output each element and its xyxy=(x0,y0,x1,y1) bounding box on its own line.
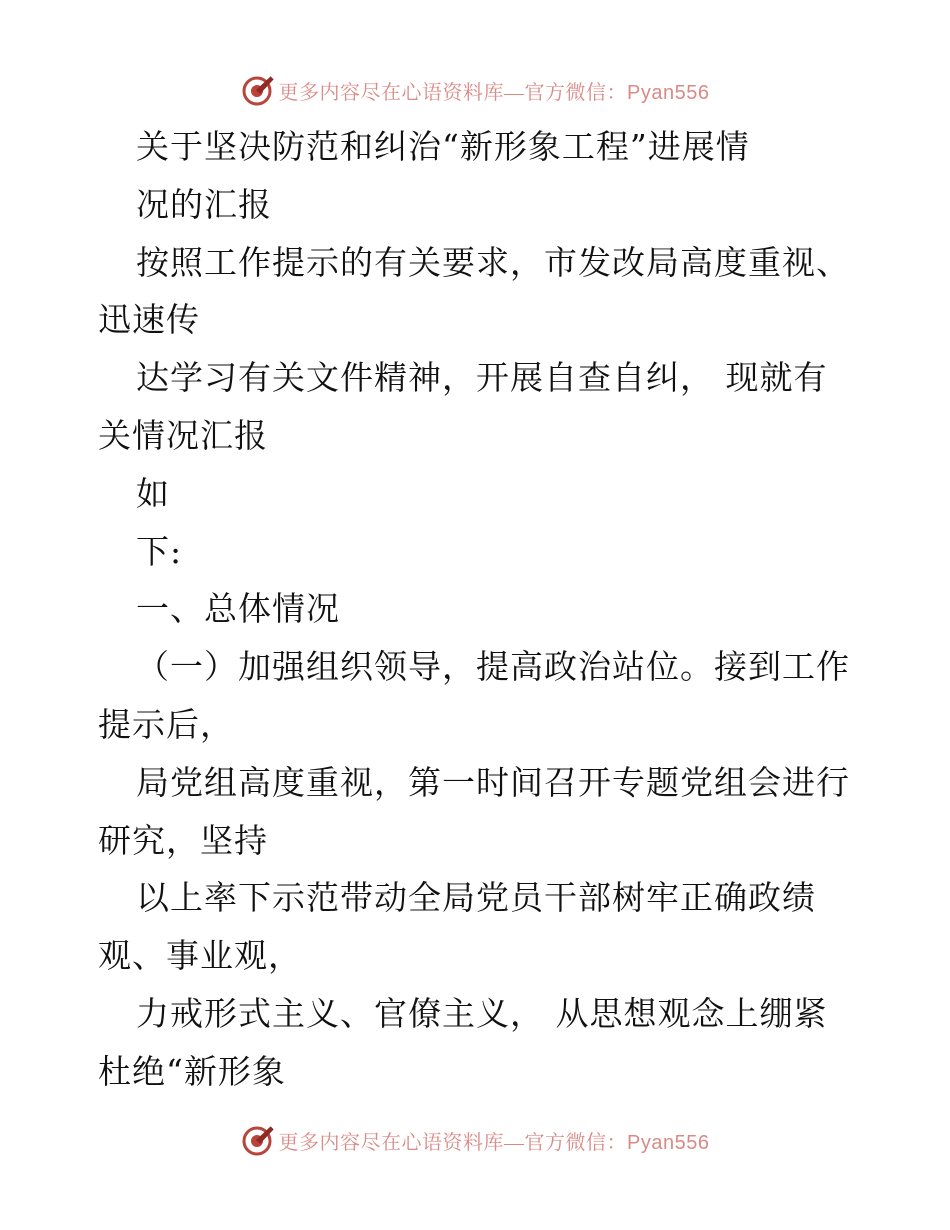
paragraph-line: 杜绝“新形象 xyxy=(98,1051,286,1091)
paragraph-line: 观、事业观， xyxy=(98,936,302,976)
paragraph-line: 提示后， xyxy=(98,704,234,744)
watermark-dash: — xyxy=(504,1131,525,1154)
paragraph-line: 局党组高度重视，第一时间召开专题党组会进行 xyxy=(136,762,850,802)
paragraph-line: 迅速传 xyxy=(98,300,200,340)
section-heading: 一、总体情况 xyxy=(136,589,340,629)
paragraph-line: 以上率下示范带动全局党员干部树牢正确政绩 xyxy=(136,878,816,918)
document-body xyxy=(98,118,858,1101)
pen-nib-circle-icon xyxy=(241,1123,275,1157)
header-watermark xyxy=(0,70,950,110)
paragraph-line: 如 xyxy=(136,473,170,513)
watermark-brand-text: 更多内容尽在心语资料库 xyxy=(278,81,505,104)
subsection-heading-line: （一）加强组织领导，提高政治站位。接到工作 xyxy=(136,647,850,687)
paragraph-line: 达学习有关文件精神，开展自查自纠， 现就有 xyxy=(136,358,828,398)
pen-nib-circle-icon xyxy=(241,73,275,107)
paragraph-line: 关情况汇报 xyxy=(98,415,268,455)
watermark-wechat-id: Pyan556 xyxy=(627,81,710,104)
document-title-line-2: 况的汇报 xyxy=(136,184,272,224)
watermark-wechat-label: 官方微信： xyxy=(524,1131,628,1154)
paragraph-line: 按照工作提示的有关要求，市发改局高度重视、 xyxy=(136,242,850,282)
document-title-line-1: 关于坚决防范和纠治“新形象工程”进展情 xyxy=(136,127,750,166)
watermark-brand-text: 更多内容尽在心语资料库 xyxy=(278,1131,505,1154)
paragraph-line: 研究，坚持 xyxy=(98,820,268,860)
footer-watermark xyxy=(0,1120,950,1160)
watermark-wechat-id: Pyan556 xyxy=(627,1131,710,1154)
watermark-dash: — xyxy=(504,81,525,104)
paragraph-line: 力戒形式主义、官僚主义， 从思想观念上绷紧 xyxy=(136,993,828,1033)
watermark-wechat-label: 官方微信： xyxy=(524,81,628,104)
paragraph-line: 下: xyxy=(136,531,183,571)
